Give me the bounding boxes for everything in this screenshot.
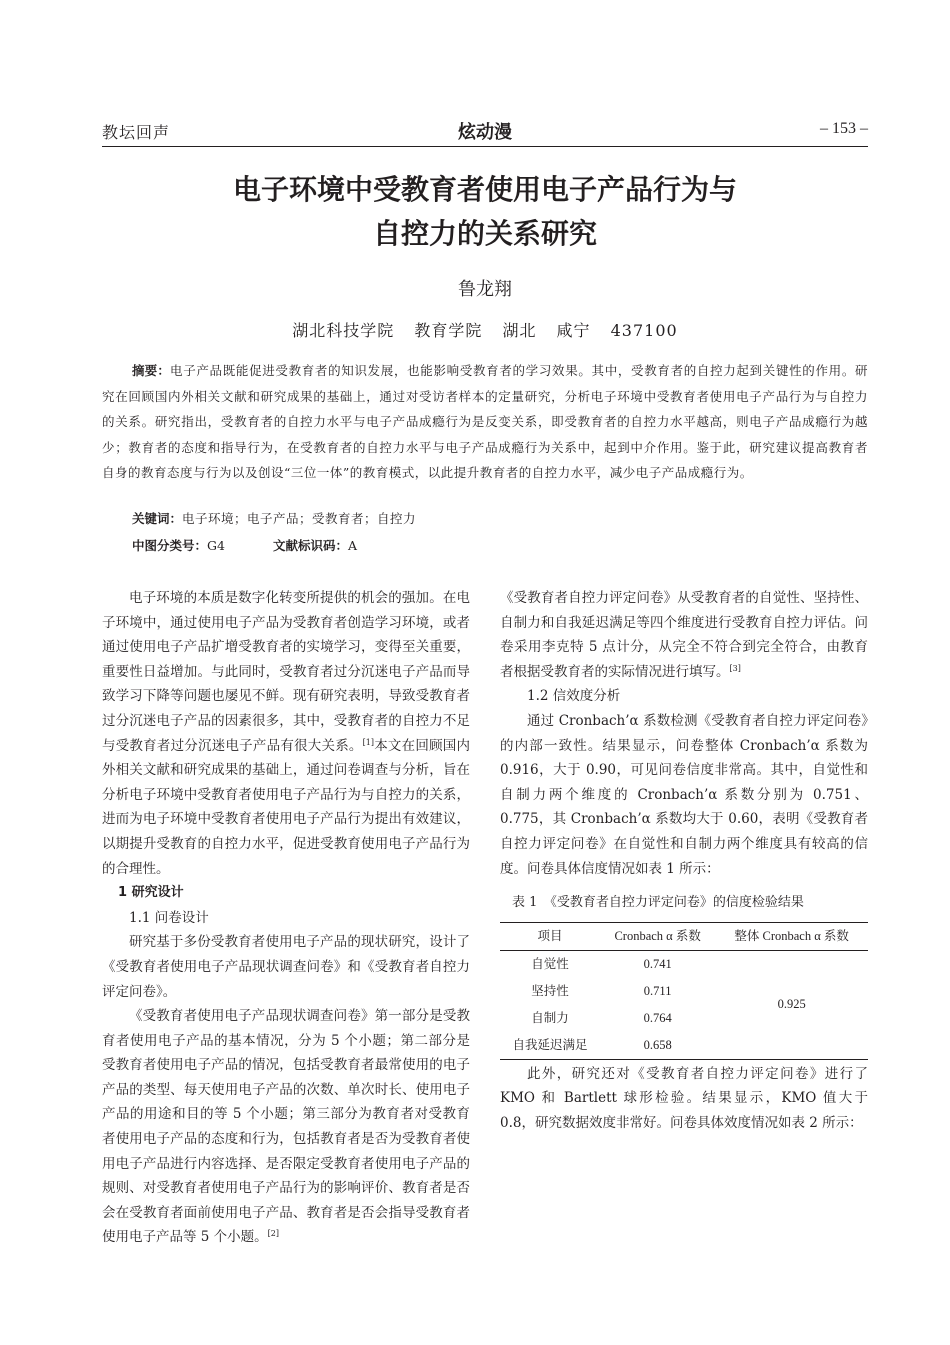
journal-column-name: 教坛回声: [102, 123, 171, 142]
table-row: [500, 950, 868, 978]
abstract: [102, 358, 868, 486]
citation-3: [3]: [729, 663, 741, 673]
citation-2: [2]: [267, 1229, 280, 1239]
row-alpha-value: 0.764: [643, 1010, 672, 1025]
doc-code-value: A: [347, 538, 358, 553]
questionnaire-parts-text: 《受教育者使用电子产品现状调查问卷》第一部分是受教育者使用电子产品的基本情况，分为 5 个小题；第二部分是受教育者使用电子产品的情况，包括受教育者最常使用的电子产品的类型、每天使用电子产品的次数、单次时长、使用电子产品的用途和目的等 5 个小题；第三部分为教育者对受教育者使用电子产品的态度和行为，包括教育者是否为受教育者使用电子产品进行内容选择、是否限定受教育者使用电子产品的规则、对受教育者使用电子产品行为的影响评价、教育者是否会在受教育者面前使用电子产品、教育者是否会指导受教育者使用电子产品等 5 个小题。: [102, 1008, 470, 1246]
intro-paragraph: [102, 586, 470, 881]
paragraph-questionnaire-parts: [102, 1004, 470, 1250]
row-item-name: 自我延迟满足: [500, 1032, 600, 1060]
classification-line: [132, 536, 357, 554]
clc-value: G4: [207, 538, 225, 553]
row-alpha-value: 0.741: [643, 956, 672, 971]
continued-text: 《受教育者自控力评定问卷》从受教育者的自觉性、坚持性、自制力和自我延迟满足等四个维度进行受教育自控力评估。问卷采用李克特 5 点计分，从完全不符合到完全符合，由教育者根据受教育者的实际情况进行填写。: [500, 590, 868, 680]
row-alpha-value: 0.658: [600, 1032, 715, 1060]
table-1-caption: 表 1 《受教育者自控力评定问卷》的信度检验结果: [512, 895, 804, 911]
article-title: [102, 168, 868, 256]
paragraph-validity: 此外，研究还对《受教育者自控力评定问卷》进行了 KMO 和 Bartlett 球形检验。结果显示，KMO 值大于 0.8，研究数据效度非常好。问卷具体效度情况如表 2 所示：: [500, 1065, 868, 1131]
title-line-1: 电子环境中受教育者使用电子产品行为与: [232, 173, 737, 206]
header-rule: [102, 146, 868, 147]
abstract-label: 摘要：: [132, 363, 171, 378]
keywords-label: 关键词：: [132, 511, 183, 526]
citation-1: [1]: [362, 737, 374, 747]
overall-alpha-value: 0.925: [715, 950, 868, 1059]
table-1-header-2: Cronbach α 系数: [600, 922, 715, 950]
table-1: [500, 922, 868, 1060]
paragraph-questionnaire-design: 研究基于多份受教育者使用电子产品的现状研究，设计了《受教育者使用电子产品现状调查问卷》和《受教育者自控力评定问卷》。: [102, 934, 470, 1000]
row-item-name: 坚持性: [531, 983, 569, 998]
keywords: [132, 509, 416, 527]
row-alpha-value: 0.711: [643, 983, 672, 998]
subsection-heading-1-2: 1.2 信效度分析: [527, 688, 621, 705]
row-item-name: 自制力: [531, 1010, 569, 1025]
subsection-heading-1-1: 1.1 问卷设计: [129, 909, 209, 926]
page-number: – 153 –: [820, 120, 868, 137]
doc-code-label: 文献标识码：: [272, 538, 348, 553]
paragraph-self-control-scale-continued: [500, 586, 868, 684]
title-line-2: 自控力的关系研究: [372, 217, 597, 250]
author: 鲁龙翔: [458, 279, 512, 300]
affiliation: 湖北科技学院 教育学院 湖北 咸宁 437100: [292, 321, 678, 340]
intro-text-b: 本文在回顾国内外相关文献和研究成果的基础上，通过问卷调查与分析，旨在分析电子环境中受教育者使用电子产品行为与自控力的关系，进而为电子环境中受教育者使用电子产品行为提出有效建议，以期提升受教育的自控力水平，促进受教育使用电子产品行为的合理性。: [102, 737, 471, 877]
intro-text-a: 电子环境的本质是数字化转变所提供的机会的强加。在电子环境中，通过使用电子产品为受教育者创造学习环境，或者通过使用电子产品扩增受教育者的实境学习，变得至关重要，重要性日益增加。与此同时，受教育者过分沉迷电子产品而导致学习下降等问题也屡见不鲜。现有研究表明，导致受教育者过分沉迷电子产品的因素很多，其中，受教育者的自控力不足与受教育者过分沉迷电子产品有很大关系。: [102, 590, 470, 754]
body-column-right: [500, 586, 868, 1136]
paragraph-reliability: 通过 Cronbach’α 系数检测《受教育者自控力评定问卷》的内部一致性。结果显示，问卷整体 Cronbach’α 系数为 0.916，大于 0.90，可见问卷信度非常高。其中，自觉性和自制力两个维度的 Cronbach’α 系数分别为 0.751、0.775，其 Cronbach’α 系数均大于 0.60，表明《受教育者自控力评定问卷》在自觉性和自制力两个维度具有较高的信度。问卷具体信度情况如表 1 所示：: [500, 712, 868, 877]
section-heading-1: 1 研究设计: [118, 885, 184, 901]
running-header: [102, 116, 868, 146]
table-1-header-3: 整体 Cronbach α 系数: [715, 922, 868, 950]
body-column-left: [102, 586, 470, 1250]
keywords-text: 电子环境；电子产品；受教育者；自控力: [182, 511, 417, 526]
row-item-name: 自觉性: [531, 956, 569, 971]
clc-label: 中图分类号：: [132, 538, 208, 553]
table-1-header-1: 项目: [500, 922, 600, 950]
abstract-text: 电子产品既能促进受教育者的知识发展，也能影响受教育者的学习效果。其中，受教育者的自控力起到关键性的作用。研究在回顾国内外相关文献和研究成果的基础上，通过对受访者样本的定量研究，分析电子环境中受教育者使用电子产品行为与自控力的关系。研究指出，受教育者的自控力水平与电子产品成瘾行为是反变关系，即受教育者的自控力水平越高，则电子产品成瘾行为越少；教育者的态度和指导行为，在受教育者的自控力水平与电子产品成瘾行为关系中，起到中介作用。鉴于此，研究建议提高教育者自身的教育态度与行为以及创设“三位一体”的教育模式，以此提升教育者的自控力水平，减少电子产品成瘾行为。: [102, 363, 868, 480]
journal-name: 炫动漫: [458, 122, 512, 143]
